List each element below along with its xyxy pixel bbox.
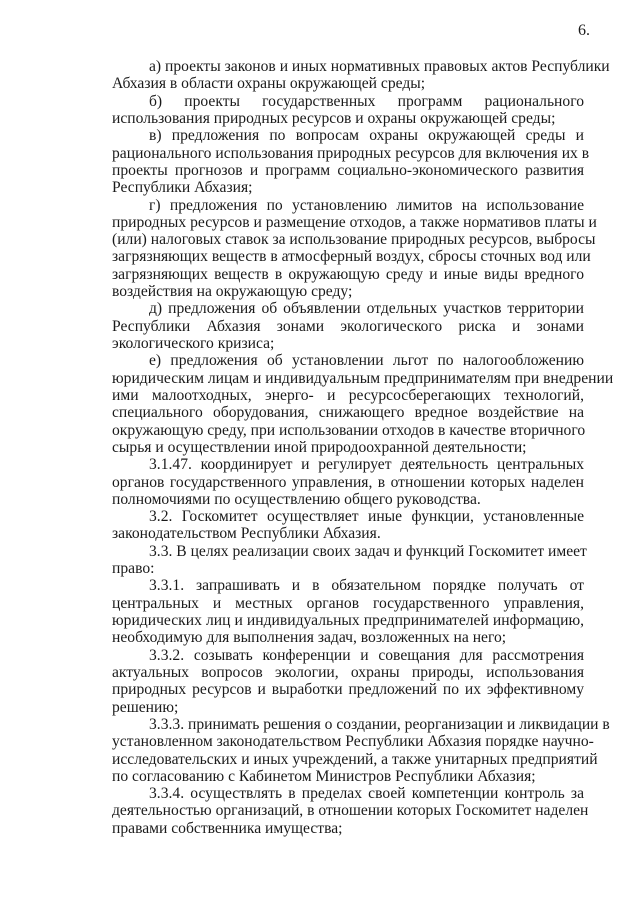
text-line: правами собственника имущества; — [112, 819, 343, 837]
paragraph — [112, 542, 587, 578]
text-line: природных ресурсов и размещение отходов, а также нормативов платы и — [112, 213, 597, 231]
paragraph — [112, 456, 584, 508]
paragraph — [112, 58, 610, 93]
text-line: органов государственного управления, в отношении которых наделен — [112, 473, 584, 491]
document-body — [112, 58, 614, 837]
text-line: деятельностью организаций, в отношении которых Госкомитет наделен — [112, 802, 589, 820]
text-line: полномочиями по осуществлению общего руководства. — [112, 490, 481, 508]
text-line: Абхазия в области охраны окружающей среды; — [112, 75, 426, 93]
text-line: загрязняющих веществ в окружающую среду и иные виды вредного — [112, 265, 584, 283]
text-line: по согласованию с Кабинетом Министров Республики Абхазия; — [112, 767, 536, 785]
text-line: 3.3.1. запрашивать и в обязательном порядке получать от — [149, 577, 584, 595]
text-line: (или) налоговых ставок за использование природных ресурсов, выбросы — [112, 231, 596, 249]
text-line: сырья и осуществлении иной природоохранной деятельности; — [112, 438, 527, 456]
paragraph — [112, 647, 584, 716]
text-line: 3.3. В целях реализации своих задач и функций Госкомитет имеет — [149, 542, 587, 560]
text-line: природных ресурсов и выработки предложений по их эффективному — [112, 681, 584, 699]
text-line: Республики Абхазия зонами экологического риска и зонами — [112, 317, 584, 335]
text-line: Республики Абхазия; — [112, 179, 253, 197]
paragraph — [112, 352, 614, 456]
text-line: законодательством Республики Абхазия. — [112, 525, 381, 543]
paragraph — [112, 577, 584, 646]
paragraph — [112, 93, 584, 128]
text-line: окружающую среду, при использовании отходов в качестве вторичного — [112, 421, 586, 439]
text-line: решению; — [112, 698, 179, 716]
text-line: в) предложения по вопросам охраны окружающей среды и — [149, 127, 584, 145]
text-line: необходимую для выполнения задач, возложенных на него; — [112, 629, 507, 647]
text-line: использования природных ресурсов и охраны окружающей среды; — [112, 109, 556, 127]
text-line: центральных и местных органов государственного управления, — [112, 594, 584, 612]
text-line: право: — [112, 560, 155, 578]
text-line: 3.3.2. созывать конференции и совещания для рассмотрения — [149, 646, 584, 664]
text-line: исследовательских и иных учреждений, а также унитарных предприятий — [112, 750, 598, 768]
text-line: г) предложения по установлению лимитов на использование — [149, 196, 584, 214]
text-line: 3.1.47. координирует и регулирует деятельность центральных — [149, 456, 584, 474]
text-line: а) проекты законов и иных нормативных правовых актов Республики — [149, 58, 610, 75]
paragraph — [112, 300, 584, 352]
text-line: е) предложения об установлении льгот по налогообложению — [149, 352, 584, 370]
paragraph — [112, 785, 589, 837]
text-line: актуальных вопросов экологии, охраны природы, использования — [112, 663, 584, 681]
text-line: экологического кризиса; — [112, 335, 275, 352]
text-line: юридических лиц и индивидуальных предпринимателей информацию, — [112, 612, 584, 629]
text-line: юридическим лицам и индивидуальным предпринимателям при внедрении — [112, 369, 614, 387]
paragraph — [112, 196, 597, 301]
text-line: 3.2. Госкомитет осуществляет иные функции, установленные — [149, 508, 584, 526]
text-line: б) проекты государственных программ рационального — [149, 92, 584, 110]
text-line: воздействия на окружающую среду; — [112, 283, 353, 301]
text-line: ими малоотходных, энерго- и ресурсосберегающих технологий, — [112, 386, 584, 404]
text-line: установленном законодательством Республики Абхазия порядке научно- — [112, 733, 594, 751]
text-line: загрязняющих веществ в атмосферный воздух, сбросы сточных вод или — [112, 248, 591, 266]
text-line: д) предложения об объявлении отдельных участков территории — [149, 300, 584, 318]
text-line: 3.3.4. осуществлять в пределах своей компетенции контроль за — [149, 785, 584, 803]
paragraph — [112, 715, 610, 785]
text-line: рационального использования природных ресурсов для включения их в — [112, 144, 590, 162]
paragraph — [112, 127, 590, 197]
text-line: проекты прогнозов и программ социально-экономического развития — [112, 161, 584, 179]
text-line: специального оборудования, снижающего вредное воздействие на — [112, 404, 584, 422]
text-line: 3.3.3. принимать решения о создании, реорганизации и ликвидации в — [149, 715, 610, 733]
page-number: 6. — [578, 22, 590, 39]
paragraph — [112, 508, 584, 543]
